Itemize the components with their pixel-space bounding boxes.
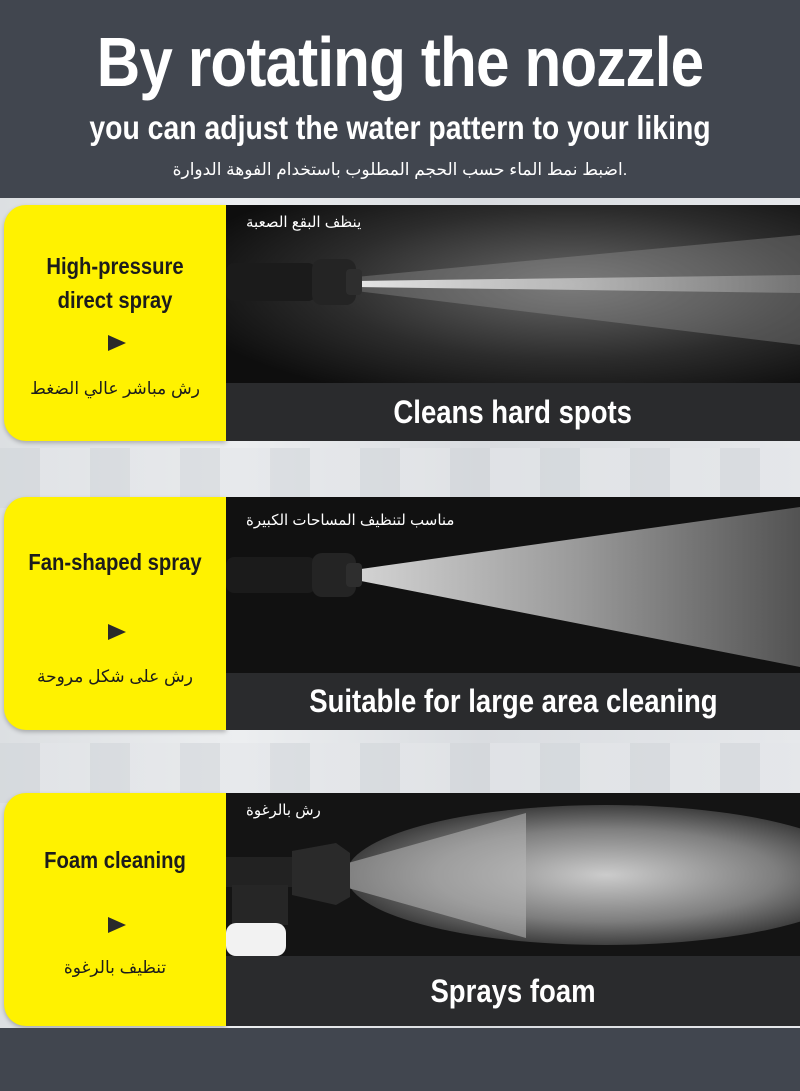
panel-arabic-label: رش مباشر عالي الضغط [30, 379, 200, 398]
label-card [4, 497, 226, 730]
arabic-subtitle: .اضبط نمط الماء حسب الحجم المطلوب باستخدام الفوهة الدوارة [172, 160, 628, 179]
caption-bar [226, 673, 800, 730]
caption-text: Sprays foam [430, 973, 596, 1009]
spray-photo [226, 497, 800, 673]
jet-spray-image [226, 205, 800, 383]
caption-bar [226, 383, 800, 441]
panel-arabic-label: تنظيف بالرغوة [63, 958, 167, 977]
caption-text: Suitable for large area cleaning [308, 683, 718, 719]
header [0, 0, 800, 200]
play-arrow-icon [108, 624, 126, 640]
panel-direct-spray [4, 205, 800, 441]
photo-arabic-caption: ينظف البقع الصعبة [246, 214, 362, 231]
page-title: By rotating the nozzle [96, 23, 704, 101]
play-arrow-icon [108, 335, 126, 351]
panel-label-line2: direct spray [57, 287, 173, 313]
footer-band [0, 1028, 800, 1091]
photo-arabic-caption: رش بالرغوة [246, 802, 321, 819]
play-arrow-icon [108, 917, 126, 933]
panel-label-line1: Fan-shaped spray [28, 549, 202, 575]
panel-label-line1: High-pressure [46, 253, 184, 279]
spray-photo [226, 205, 800, 383]
label-card [4, 205, 226, 441]
caption-bar [226, 956, 800, 1026]
panel-foam-spray [4, 793, 800, 1026]
panel-fan-spray [4, 497, 800, 730]
panel-label-line1: Foam cleaning [44, 847, 186, 873]
caption-text: Cleans hard spots [393, 394, 633, 430]
panel-arabic-label: رش على شكل مروحة [37, 667, 193, 686]
photo-arabic-caption: مناسب لتنظيف المساحات الكبيرة [246, 512, 455, 529]
label-card [4, 793, 226, 1026]
spray-photo [226, 793, 800, 956]
page-subtitle: you can adjust the water pattern to your liking [89, 109, 711, 146]
